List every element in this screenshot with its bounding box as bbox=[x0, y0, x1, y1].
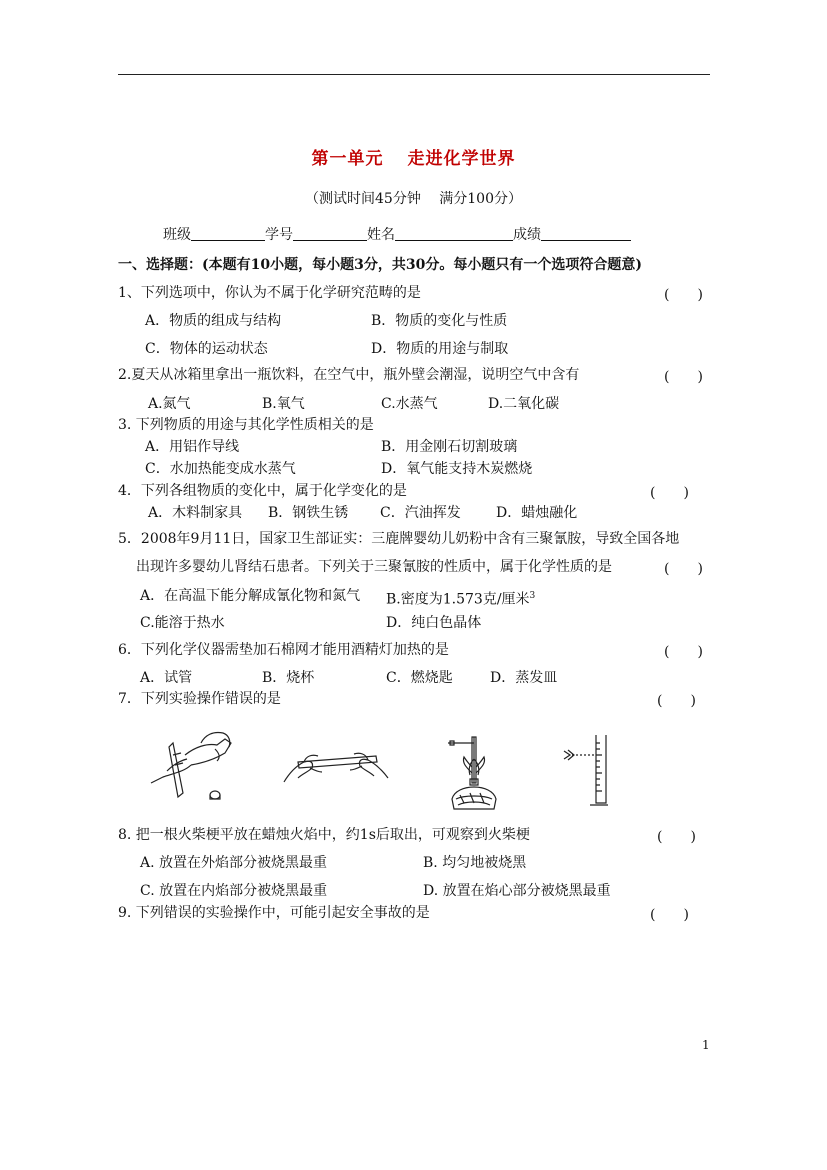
hands-holding-tube-figure bbox=[280, 738, 392, 788]
question-6-option-c: C．燃烧匙 bbox=[386, 670, 453, 686]
student-info-line bbox=[163, 226, 631, 244]
test-tube-hand-figure bbox=[145, 725, 240, 805]
question-2-option-b: B.氧气 bbox=[262, 396, 305, 412]
question-9-stem: 9. 下列错误的实验操作中，可能引起安全事故的是 bbox=[118, 905, 430, 921]
answer-paren[interactable]: ( ) bbox=[650, 485, 689, 501]
question-2-option-d: D.二氧化碳 bbox=[488, 396, 560, 412]
question-8-option-d: D. 放置在焰心部分被烧黑最重 bbox=[423, 883, 611, 899]
question-3-stem: 3. 下列物质的用途与其化学性质相关的是 bbox=[118, 417, 374, 433]
question-5-option-d: D．纯白色晶体 bbox=[386, 615, 482, 631]
question-1-option-c: C．物体的运动状态 bbox=[145, 341, 268, 357]
question-3-option-c: C．水加热能变成水蒸气 bbox=[145, 461, 296, 477]
number-label: 学号 bbox=[265, 227, 293, 243]
question-3-option-a: A．用铝作导线 bbox=[145, 439, 240, 455]
question-5-stem: 5．2008年9月11日，国家卫生部证实：三鹿牌婴幼儿奶粉中含有三聚氰胺，导致全国各地 bbox=[118, 531, 680, 547]
question-8-option-c: C. 放置在内焰部分被烧黑最重 bbox=[140, 883, 328, 899]
answer-paren[interactable]: ( ) bbox=[664, 561, 703, 577]
score-blank[interactable] bbox=[541, 226, 631, 241]
page-title: 第一单元 走进化学世界 bbox=[311, 149, 516, 169]
graduated-cylinder-figure bbox=[560, 733, 610, 809]
question-6-stem: 6．下列化学仪器需垫加石棉网才能用酒精灯加热的是 bbox=[118, 642, 449, 658]
question-3-option-d: D．氧气能支持木炭燃烧 bbox=[381, 461, 533, 477]
name-label: 姓名 bbox=[367, 227, 395, 243]
answer-paren[interactable]: ( ) bbox=[650, 907, 689, 923]
question-1-stem: 1、下列选项中，你认为不属于化学研究范畴的是 bbox=[118, 285, 421, 301]
question-7-stem: 7．下列实验操作错误的是 bbox=[118, 691, 281, 707]
question-5-stem-continued: 出现许多婴幼儿肾结石患者。下列关于三聚氰胺的性质中，属于化学性质的是 bbox=[136, 559, 612, 575]
question-5-option-a: A．在高温下能分解成氰化物和氮气 bbox=[140, 588, 361, 604]
question-5-option-b: B.密度为1.573克/厘米$^3$ bbox=[386, 591, 536, 608]
answer-paren[interactable]: ( ) bbox=[664, 369, 703, 385]
answer-paren[interactable]: ( ) bbox=[657, 693, 696, 709]
question-6-option-b: B．烧杯 bbox=[262, 670, 315, 686]
question-4-option-c: C．汽油挥发 bbox=[380, 505, 461, 521]
answer-paren[interactable]: ( ) bbox=[664, 644, 703, 660]
question-8-stem: 8. 把一根火柴梗平放在蜡烛火焰中，约1s后取出，可观察到火柴梗 bbox=[118, 827, 530, 843]
number-blank[interactable] bbox=[293, 226, 367, 241]
header-rule bbox=[118, 74, 710, 75]
question-8-option-a: A. 放置在外焰部分被烧黑最重 bbox=[140, 855, 328, 871]
question-4-option-b: B．钢铁生锈 bbox=[268, 505, 349, 521]
answer-paren[interactable]: ( ) bbox=[664, 287, 703, 303]
question-2-option-c: C.水蒸气 bbox=[381, 396, 438, 412]
question-3-option-b: B．用金刚石切割玻璃 bbox=[381, 439, 518, 455]
answer-paren[interactable]: ( ) bbox=[657, 829, 696, 845]
question-2-stem: 2.夏天从冰箱里拿出一瓶饮料，在空气中，瓶外壁会潮湿，说明空气中含有 bbox=[118, 367, 580, 383]
question-6-option-d: D．蒸发皿 bbox=[490, 670, 558, 686]
question-5-option-b-exponent: 3 bbox=[529, 591, 536, 601]
question-1-option-d: D．物质的用途与制取 bbox=[371, 341, 509, 357]
question-2-option-a: A.氮气 bbox=[148, 396, 191, 412]
score-label: 成绩 bbox=[513, 227, 541, 243]
name-blank[interactable] bbox=[395, 226, 513, 241]
question-1-option-a: A．物质的组成与结构 bbox=[145, 313, 282, 329]
question-5-option-c: C.能溶于热水 bbox=[140, 615, 225, 631]
class-label: 班级 bbox=[163, 227, 191, 243]
question-6-option-a: A．试管 bbox=[140, 670, 193, 686]
question-4-option-d: D．蜡烛融化 bbox=[496, 505, 578, 521]
page-subtitle: （测试时间45分钟 满分100分） bbox=[305, 191, 522, 207]
section-heading: 一、选择题：(本题有10小题，每小题3分，共30分。每小题只有一个选项符合题意) bbox=[118, 257, 642, 273]
question-4-option-a: A．木料制家具 bbox=[148, 505, 243, 521]
question-4-stem: 4．下列各组物质的变化中，属于化学变化的是 bbox=[118, 483, 407, 499]
question-8-option-b: B. 均匀地被烧黑 bbox=[423, 855, 527, 871]
question-1-option-b: B．物质的变化与性质 bbox=[371, 313, 508, 329]
alcohol-lamp-stand-figure bbox=[440, 735, 510, 813]
page-number: 1 bbox=[702, 1038, 710, 1052]
class-blank[interactable] bbox=[191, 226, 265, 241]
